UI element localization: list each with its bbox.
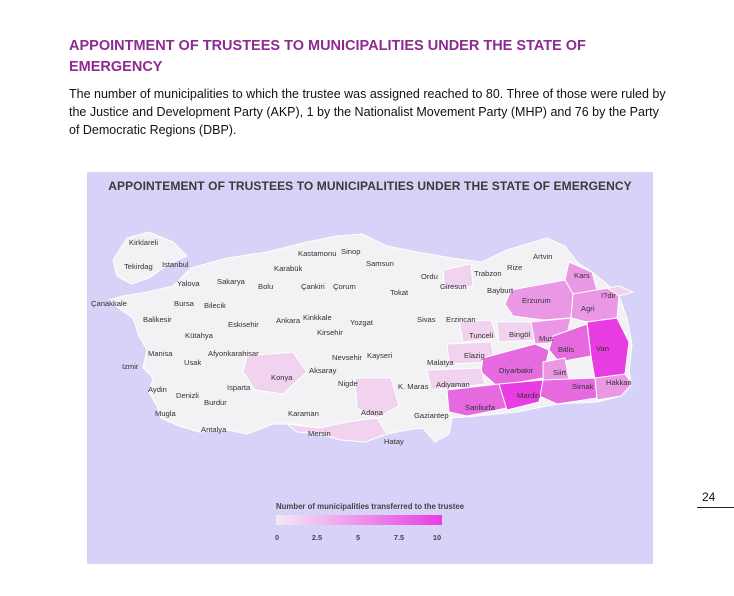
label-aksaray: Aksaray <box>309 366 337 375</box>
label-tunceli: Tunceli <box>469 331 494 340</box>
label-bilecik: Bilecik <box>204 301 226 310</box>
label-sakarya: Sakarya <box>217 277 245 286</box>
label-nevsehir: Nevsehir <box>332 353 362 362</box>
label-antalya: Antalya <box>201 425 227 434</box>
label-sivas: Sivas <box>417 315 436 324</box>
legend-color-bar <box>276 515 442 525</box>
label-kastamonu: Kastamonu <box>298 249 337 258</box>
label-erzurum: Erzurum <box>522 296 551 305</box>
label-burdur: Burdur <box>204 398 227 407</box>
label-agri: Agri <box>581 304 595 313</box>
label-eskisehir: Eskisehir <box>228 320 259 329</box>
label-bingol: Bingöl <box>509 330 531 339</box>
label-manisa: Manisa <box>148 349 173 358</box>
legend-tick-2-5: 2.5 <box>311 533 323 542</box>
label-hakkari: Hakkari <box>606 378 632 387</box>
label-erzincan: Erzincan <box>446 315 476 324</box>
legend-tick-5: 5 <box>355 533 361 542</box>
label-trabzon: Trabzon <box>474 269 502 278</box>
legend <box>275 502 465 542</box>
page-number: 24 <box>702 490 716 504</box>
label-konya: Konya <box>271 373 293 382</box>
label-sinop: Sinop <box>341 247 361 256</box>
label-igdir: I?dir <box>601 291 616 300</box>
page-number-rule <box>697 507 734 508</box>
label-malatya: Malatya <box>427 358 454 367</box>
label-istanbul: Istanbul <box>162 260 189 269</box>
label-balikesir: Balikesir <box>143 315 172 324</box>
label-mus: Mus <box>539 334 554 343</box>
label-samsun: Samsun <box>366 259 394 268</box>
label-sirnak: Sirnak <box>572 382 594 391</box>
label-bayburt: Bayburt <box>487 286 514 295</box>
label-ordu: Ordu <box>421 272 438 281</box>
label-kars: Kars <box>574 271 590 280</box>
label-karabuk: Karabük <box>274 264 303 273</box>
legend-title: Number of municipalities transferred to the trustee <box>276 502 465 511</box>
label-karaman: Karaman <box>288 409 319 418</box>
label-siirt: Siirt <box>553 368 567 377</box>
label-sanliurfa: Sanliurfa <box>465 403 495 412</box>
label-elazig: Elazig <box>464 351 485 360</box>
label-afyonkarahisar: Afyonkarahisar <box>208 349 259 358</box>
label-denizli: Denizli <box>176 391 199 400</box>
label-hatay: Hatay <box>384 437 404 446</box>
label-usak: Usak <box>184 358 202 367</box>
label-tekirdag: Tekirdag <box>124 262 153 271</box>
label-mersin: Mersin <box>308 429 331 438</box>
label-diyarbakir: Diyarbakir <box>499 366 534 375</box>
label-mardin: Mardin <box>517 391 541 400</box>
label-yalova: Yalova <box>177 279 200 288</box>
label-aydin: Aydin <box>148 385 167 394</box>
label-gaziantep: Gaziantep <box>414 411 449 420</box>
label-corum: Çorum <box>333 282 356 291</box>
label-kutahya: Kütahya <box>185 331 213 340</box>
trustee-map-figure <box>87 172 653 564</box>
label-van: Van <box>596 344 609 353</box>
label-bursa: Bursa <box>174 299 194 308</box>
turkey-map <box>87 172 653 564</box>
label-adiyaman: Adiyaman <box>436 380 470 389</box>
label-adana: Adana <box>361 408 383 417</box>
label-kinkkale: Kinkkale <box>303 313 332 322</box>
label-yozgat: Yozgat <box>350 318 373 327</box>
legend-tick-0: 0 <box>274 533 280 542</box>
label-ankara: Ankara <box>276 316 301 325</box>
label-isparta: Isparta <box>227 383 251 392</box>
label-mugla: Mugla <box>155 409 176 418</box>
label-tokat: Tokat <box>390 288 409 297</box>
label-bolu: Bolu <box>258 282 274 291</box>
label-giresun: Giresun <box>440 282 467 291</box>
label-artvin: Artvin <box>533 252 553 261</box>
label-bitlis: Bitlis <box>558 345 575 354</box>
label-kayseri: Kayseri <box>367 351 393 360</box>
section-heading: APPOINTMENT OF TRUSTEES TO MUNICIPALITIES UNDER THE STATE OF EMERGENCY <box>69 38 586 75</box>
label-cankiri: Çankiri <box>301 282 325 291</box>
label-kmaras: K. Maras <box>398 382 429 391</box>
label-rize: Rize <box>507 263 523 272</box>
label-nigde: Nigde <box>338 379 358 388</box>
label-canakkale: Çanakkale <box>91 299 127 308</box>
label-kirsehir: Kirsehir <box>317 328 343 337</box>
legend-tick-7-5: 7.5 <box>393 533 405 542</box>
body-paragraph: The number of municipalities to which the trustee was assigned reached to 80. Three of those were ruled by the Justice and Development Party (AKP), 1 by the Nationalist Movement Party (MHP) and 76 by the Party of Democratic Regions (DBP). <box>69 87 666 137</box>
label-kirklareli: Kirklareli <box>129 238 159 247</box>
map-title: APPOINTEMENT OF TRUSTEES TO MUNICIPALITIES UNDER THE STATE OF EMERGENCY <box>108 179 632 193</box>
label-izmir: Izmir <box>122 362 139 371</box>
legend-tick-10: 10 <box>432 533 442 542</box>
